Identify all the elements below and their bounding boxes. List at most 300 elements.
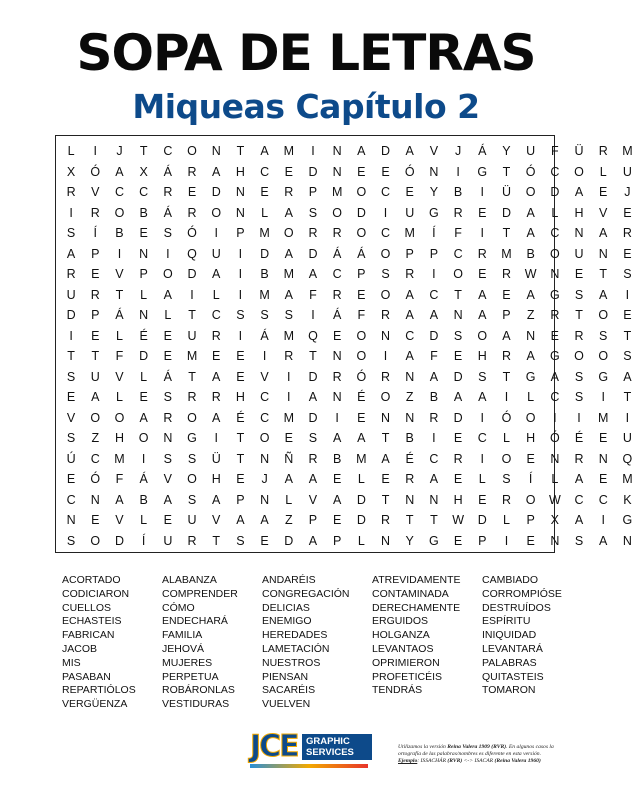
grid-cell[interactable]: X	[550, 513, 560, 527]
grid-cell[interactable]: R	[381, 369, 391, 384]
grid-cell[interactable]: M	[356, 451, 367, 466]
grid-cell[interactable]: X	[139, 164, 148, 179]
grid-cell[interactable]: E	[139, 226, 148, 240]
grid-cell[interactable]: O	[259, 431, 270, 445]
grid-cell[interactable]: U	[211, 246, 221, 261]
grid-cell[interactable]: E	[139, 390, 148, 404]
grid-cell[interactable]: U	[66, 287, 76, 302]
grid-cell[interactable]: C	[332, 267, 342, 281]
grid-cell[interactable]: V	[212, 513, 221, 527]
grid-cell[interactable]: D	[211, 185, 221, 199]
grid-cell[interactable]: T	[212, 533, 221, 548]
grid-cell[interactable]: A	[260, 144, 269, 158]
grid-cell[interactable]: B	[429, 390, 439, 404]
grid-cell[interactable]: O	[380, 287, 391, 302]
grid-cell[interactable]: Í	[141, 533, 146, 548]
grid-cell[interactable]: R	[501, 267, 511, 281]
grid-cell[interactable]: A	[599, 533, 608, 548]
grid-cell[interactable]: O	[356, 226, 367, 240]
grid-cell[interactable]: A	[284, 246, 293, 261]
grid-cell[interactable]: L	[357, 533, 365, 548]
grid-cell[interactable]: B	[526, 246, 535, 261]
grid-cell[interactable]: D	[356, 492, 366, 507]
grid-cell[interactable]: L	[67, 144, 75, 158]
grid-cell[interactable]: C	[598, 492, 608, 507]
grid-cell[interactable]: I	[504, 533, 509, 548]
grid-cell[interactable]: G	[429, 205, 439, 220]
grid-cell[interactable]: T	[381, 431, 390, 445]
grid-cell[interactable]: A	[526, 349, 535, 363]
grid-cell[interactable]: R	[574, 328, 584, 343]
grid-cell[interactable]: U	[163, 533, 173, 548]
grid-cell[interactable]: S	[453, 328, 463, 343]
grid-cell[interactable]: T	[430, 513, 438, 527]
grid-cell[interactable]: G	[525, 369, 536, 384]
grid-cell[interactable]: I	[117, 246, 122, 261]
grid-cell[interactable]: I	[238, 328, 243, 343]
grid-cell[interactable]: Á	[139, 472, 148, 486]
grid-cell[interactable]: S	[308, 205, 318, 220]
grid-cell[interactable]: L	[164, 308, 172, 322]
grid-cell[interactable]: B	[405, 431, 414, 445]
grid-cell[interactable]: D	[356, 205, 366, 220]
grid-cell[interactable]: G	[429, 533, 439, 548]
grid-cell[interactable]: D	[114, 533, 124, 548]
grid-cell[interactable]: R	[284, 185, 294, 199]
grid-cell[interactable]: Ó	[90, 472, 101, 486]
grid-cell[interactable]: E	[66, 390, 76, 404]
grid-cell[interactable]: Z	[405, 390, 414, 404]
grid-cell[interactable]: R	[501, 349, 511, 363]
grid-cell[interactable]: P	[139, 267, 148, 281]
grid-cell[interactable]: A	[115, 164, 124, 179]
grid-cell[interactable]: O	[525, 185, 536, 199]
grid-cell[interactable]: R	[574, 451, 584, 466]
grid-cell[interactable]: S	[623, 349, 632, 363]
grid-cell[interactable]: B	[139, 205, 148, 220]
grid-cell[interactable]: O	[525, 492, 536, 507]
grid-cell[interactable]: A	[574, 472, 584, 486]
grid-cell[interactable]: J	[116, 144, 123, 158]
grid-cell[interactable]: A	[405, 287, 414, 302]
grid-cell[interactable]: Á	[332, 308, 342, 322]
grid-cell[interactable]: S	[163, 390, 173, 404]
grid-cell[interactable]: A	[357, 144, 366, 158]
grid-cell[interactable]: I	[577, 410, 581, 425]
grid-cell[interactable]: A	[478, 308, 487, 322]
grid-cell[interactable]: L	[551, 205, 559, 220]
grid-cell[interactable]: N	[139, 308, 149, 322]
grid-cell[interactable]: R	[622, 226, 632, 240]
grid-cell[interactable]: E	[66, 472, 76, 486]
grid-cell[interactable]: V	[115, 513, 124, 527]
grid-cell[interactable]: A	[405, 308, 414, 322]
grid-cell[interactable]: P	[502, 308, 511, 322]
grid-cell[interactable]: A	[502, 328, 511, 343]
grid-cell[interactable]: C	[66, 492, 76, 507]
grid-cell[interactable]: A	[478, 390, 487, 404]
grid-cell[interactable]: R	[332, 287, 342, 302]
grid-cell[interactable]: H	[453, 492, 463, 507]
grid-cell[interactable]: I	[383, 349, 388, 363]
grid-cell[interactable]: I	[480, 410, 485, 425]
grid-cell[interactable]: L	[140, 369, 148, 384]
grid-cell[interactable]: Á	[260, 328, 269, 343]
grid-cell[interactable]: H	[235, 164, 245, 179]
grid-cell[interactable]: R	[90, 287, 100, 302]
grid-cell[interactable]: S	[574, 390, 584, 404]
grid-cell[interactable]: E	[187, 185, 197, 199]
grid-cell[interactable]: P	[357, 267, 366, 281]
grid-cell[interactable]: R	[477, 246, 487, 261]
grid-cell[interactable]: A	[139, 410, 148, 425]
grid-cell[interactable]: B	[115, 226, 124, 240]
grid-cell[interactable]: N	[526, 328, 536, 343]
grid-cell[interactable]: I	[69, 205, 73, 220]
grid-cell[interactable]: D	[477, 513, 487, 527]
grid-cell[interactable]: A	[308, 533, 318, 548]
grid-cell[interactable]: C	[381, 226, 391, 240]
grid-cell[interactable]: C	[260, 390, 270, 404]
grid-cell[interactable]: R	[187, 205, 197, 220]
grid-cell[interactable]: B	[139, 492, 148, 507]
grid-cell[interactable]: R	[405, 472, 415, 486]
grid-cell[interactable]: A	[212, 492, 221, 507]
grid-cell[interactable]: T	[599, 267, 608, 281]
grid-cell[interactable]: H	[211, 472, 221, 486]
grid-cell[interactable]: R	[163, 410, 173, 425]
grid-cell[interactable]: I	[214, 431, 218, 445]
grid-cell[interactable]: L	[551, 472, 559, 486]
grid-cell[interactable]: C	[453, 246, 463, 261]
grid-cell[interactable]: Ó	[356, 369, 367, 384]
grid-cell[interactable]: F	[115, 472, 124, 486]
grid-cell[interactable]: S	[574, 533, 584, 548]
grid-cell[interactable]: B	[332, 451, 342, 466]
grid-cell[interactable]: R	[308, 451, 318, 466]
grid-cell[interactable]: N	[453, 308, 463, 322]
grid-cell[interactable]: A	[212, 410, 221, 425]
grid-cell[interactable]: N	[405, 369, 415, 384]
grid-cell[interactable]: Á	[163, 205, 173, 220]
grid-cell[interactable]: Ü	[574, 144, 584, 158]
grid-cell[interactable]: W	[524, 267, 537, 281]
grid-cell[interactable]: L	[599, 164, 607, 179]
grid-cell[interactable]: Ó	[549, 431, 560, 445]
grid-cell[interactable]: I	[480, 185, 485, 199]
grid-cell[interactable]: E	[212, 349, 221, 363]
grid-cell[interactable]: E	[163, 349, 173, 363]
grid-cell[interactable]: S	[163, 226, 173, 240]
grid-cell[interactable]: P	[236, 226, 245, 240]
grid-cell[interactable]: H	[526, 431, 536, 445]
grid-cell[interactable]: R	[66, 185, 76, 199]
grid-cell[interactable]: S	[381, 267, 390, 281]
grid-cell[interactable]: A	[599, 226, 608, 240]
grid-cell[interactable]: O	[356, 185, 367, 199]
grid-cell[interactable]: A	[115, 492, 124, 507]
grid-cell[interactable]: E	[623, 308, 632, 322]
grid-cell[interactable]: A	[284, 287, 293, 302]
grid-cell[interactable]: E	[453, 349, 463, 363]
grid-cell[interactable]: Á	[478, 144, 487, 158]
grid-cell[interactable]: O	[332, 205, 343, 220]
grid-cell[interactable]: N	[550, 267, 560, 281]
grid-cell[interactable]: A	[599, 287, 608, 302]
grid-cell[interactable]: D	[308, 164, 318, 179]
grid-cell[interactable]: N	[550, 451, 560, 466]
grid-cell[interactable]: P	[308, 513, 318, 527]
grid-cell[interactable]: R	[187, 533, 197, 548]
grid-cell[interactable]: Y	[429, 185, 439, 199]
grid-cell[interactable]: U	[622, 164, 632, 179]
grid-cell[interactable]: G	[622, 513, 633, 527]
grid-cell[interactable]: D	[501, 205, 511, 220]
grid-cell[interactable]: A	[526, 205, 535, 220]
grid-cell[interactable]: G	[549, 287, 560, 302]
grid-cell[interactable]: G	[187, 431, 197, 445]
grid-cell[interactable]: S	[66, 431, 76, 445]
grid-cell[interactable]: M	[598, 410, 609, 425]
grid-cell[interactable]: C	[114, 185, 124, 199]
grid-cell[interactable]: I	[238, 287, 243, 302]
grid-cell[interactable]: N	[598, 246, 608, 261]
grid-cell[interactable]: I	[287, 390, 291, 404]
grid-cell[interactable]: S	[187, 451, 197, 466]
grid-cell[interactable]: S	[236, 308, 245, 322]
grid-cell[interactable]: L	[285, 492, 293, 507]
grid-cell[interactable]: A	[260, 513, 269, 527]
grid-cell[interactable]: P	[236, 492, 245, 507]
grid-cell[interactable]: R	[381, 513, 391, 527]
grid-cell[interactable]: A	[478, 287, 487, 302]
grid-cell[interactable]: R	[501, 492, 511, 507]
grid-cell[interactable]: Ó	[90, 164, 101, 179]
grid-cell[interactable]: L	[115, 390, 123, 404]
grid-cell[interactable]: I	[553, 410, 557, 425]
grid-cell[interactable]: N	[429, 492, 439, 507]
grid-cell[interactable]: A	[332, 492, 342, 507]
grid-cell[interactable]: Í	[432, 226, 436, 240]
grid-cell[interactable]: S	[284, 308, 293, 322]
grid-cell[interactable]: O	[453, 267, 463, 281]
grid-cell[interactable]: L	[527, 390, 535, 404]
grid-cell[interactable]: Ó	[187, 226, 197, 240]
grid-cell[interactable]: F	[551, 144, 559, 158]
grid-cell[interactable]: D	[139, 349, 149, 363]
grid-cell[interactable]: Z	[526, 308, 535, 322]
grid-cell[interactable]: I	[625, 410, 630, 425]
grid-cell[interactable]: M	[501, 246, 512, 261]
grid-cell[interactable]: A	[453, 390, 463, 404]
grid-cell[interactable]: N	[429, 164, 439, 179]
grid-cell[interactable]: U	[622, 431, 632, 445]
grid-cell[interactable]: M	[114, 451, 125, 466]
grid-cell[interactable]: N	[235, 205, 245, 220]
grid-cell[interactable]: T	[309, 349, 317, 363]
grid-cell[interactable]: R	[163, 185, 173, 199]
grid-cell[interactable]: L	[261, 205, 269, 220]
grid-cell[interactable]: I	[238, 267, 243, 281]
grid-cell[interactable]: É	[357, 390, 366, 404]
grid-cell[interactable]: T	[502, 226, 511, 240]
grid-cell[interactable]: N	[550, 533, 560, 548]
grid-cell[interactable]: S	[308, 431, 318, 445]
grid-cell[interactable]: O	[114, 410, 125, 425]
grid-cell[interactable]: N	[66, 513, 76, 527]
grid-cell[interactable]: V	[260, 369, 269, 384]
grid-cell[interactable]: U	[90, 369, 100, 384]
grid-cell[interactable]: W	[452, 513, 464, 527]
grid-cell[interactable]: E	[332, 472, 342, 486]
grid-cell[interactable]: U	[405, 205, 415, 220]
grid-cell[interactable]: V	[115, 369, 124, 384]
grid-cell[interactable]: E	[357, 410, 366, 425]
grid-cell[interactable]: C	[260, 164, 270, 179]
grid-cell[interactable]: S	[574, 369, 584, 384]
grid-cell[interactable]: O	[380, 246, 391, 261]
grid-cell[interactable]: N	[332, 164, 342, 179]
grid-cell[interactable]: P	[526, 513, 535, 527]
grid-cell[interactable]: C	[163, 144, 173, 158]
grid-cell[interactable]: E	[550, 328, 560, 343]
grid-cell[interactable]: I	[141, 451, 146, 466]
grid-cell[interactable]: L	[478, 472, 486, 486]
grid-cell[interactable]: I	[93, 144, 98, 158]
grid-cell[interactable]: R	[332, 369, 342, 384]
grid-cell[interactable]: I	[480, 226, 485, 240]
grid-cell[interactable]: C	[550, 390, 560, 404]
grid-cell[interactable]: O	[90, 533, 101, 548]
grid-cell[interactable]: D	[453, 369, 463, 384]
grid-cell[interactable]: S	[574, 287, 584, 302]
grid-cell[interactable]: C	[381, 185, 391, 199]
grid-cell[interactable]: U	[526, 144, 536, 158]
grid-cell[interactable]: O	[187, 410, 197, 425]
grid-cell[interactable]: S	[599, 328, 608, 343]
grid-cell[interactable]: K	[623, 492, 632, 507]
grid-cell[interactable]: M	[283, 267, 294, 281]
grid-cell[interactable]: I	[480, 451, 485, 466]
grid-cell[interactable]: R	[453, 205, 463, 220]
grid-cell[interactable]: G	[549, 349, 560, 363]
grid-cell[interactable]: H	[114, 431, 124, 445]
grid-cell[interactable]: C	[550, 164, 560, 179]
grid-cell[interactable]: O	[211, 205, 222, 220]
grid-cell[interactable]: L	[115, 328, 123, 343]
grid-cell[interactable]: Ü	[211, 451, 221, 466]
grid-cell[interactable]: R	[381, 308, 391, 322]
grid-cell[interactable]: Q	[187, 246, 197, 261]
grid-cell[interactable]: J	[261, 472, 268, 486]
grid-cell[interactable]: A	[429, 472, 439, 486]
grid-cell[interactable]: T	[91, 349, 100, 363]
grid-cell[interactable]: J	[454, 144, 462, 158]
grid-cell[interactable]: M	[283, 144, 294, 158]
grid-cell[interactable]: O	[477, 328, 488, 343]
grid-cell[interactable]: A	[284, 472, 293, 486]
grid-cell[interactable]: C	[550, 226, 560, 240]
grid-cell[interactable]: D	[356, 513, 366, 527]
grid-cell[interactable]: A	[574, 513, 584, 527]
grid-cell[interactable]: P	[91, 246, 100, 261]
grid-cell[interactable]: E	[260, 185, 269, 199]
grid-cell[interactable]: A	[91, 390, 100, 404]
grid-cell[interactable]: I	[238, 246, 243, 261]
grid-cell[interactable]: I	[504, 390, 509, 404]
grid-cell[interactable]: Á	[163, 369, 173, 384]
grid-cell[interactable]: I	[262, 349, 267, 363]
grid-cell[interactable]: L	[502, 513, 510, 527]
grid-cell[interactable]: N	[622, 533, 632, 548]
grid-cell[interactable]: A	[429, 308, 439, 322]
grid-cell[interactable]: I	[625, 287, 630, 302]
grid-cell[interactable]: E	[91, 328, 100, 343]
grid-cell[interactable]: Í	[528, 472, 533, 486]
grid-cell[interactable]: L	[140, 513, 148, 527]
grid-cell[interactable]: I	[166, 246, 170, 261]
grid-cell[interactable]: L	[357, 472, 365, 486]
grid-cell[interactable]: E	[91, 267, 100, 281]
grid-cell[interactable]: D	[308, 246, 318, 261]
grid-cell[interactable]: L	[140, 287, 148, 302]
grid-cell[interactable]: É	[405, 451, 414, 466]
grid-cell[interactable]: I	[214, 226, 218, 240]
grid-cell[interactable]: L	[212, 287, 220, 302]
grid-cell[interactable]: E	[453, 472, 463, 486]
grid-cell[interactable]: T	[405, 513, 414, 527]
grid-cell[interactable]: A	[526, 287, 535, 302]
grid-cell[interactable]: F	[115, 349, 124, 363]
grid-cell[interactable]: P	[91, 308, 100, 322]
grid-cell[interactable]: A	[332, 431, 342, 445]
grid-cell[interactable]: T	[623, 390, 632, 404]
grid-cell[interactable]: T	[115, 287, 124, 302]
grid-cell[interactable]: E	[526, 451, 535, 466]
grid-cell[interactable]: R	[550, 308, 560, 322]
grid-cell[interactable]: N	[598, 451, 608, 466]
grid-cell[interactable]: E	[526, 533, 535, 548]
grid-cell[interactable]: A	[308, 267, 318, 281]
grid-cell[interactable]: Ó	[404, 164, 415, 179]
grid-cell[interactable]: S	[236, 533, 245, 548]
grid-cell[interactable]: R	[284, 349, 294, 363]
grid-cell[interactable]: E	[478, 205, 487, 220]
grid-cell[interactable]: N	[90, 492, 100, 507]
grid-cell[interactable]: W	[548, 492, 561, 507]
grid-cell[interactable]: I	[432, 267, 436, 281]
grid-cell[interactable]: E	[163, 328, 173, 343]
grid-cell[interactable]: E	[332, 328, 342, 343]
grid-cell[interactable]: C	[90, 451, 100, 466]
grid-cell[interactable]: H	[235, 390, 245, 404]
grid-cell[interactable]: L	[502, 431, 510, 445]
grid-cell[interactable]: M	[622, 144, 633, 158]
grid-cell[interactable]: A	[212, 164, 221, 179]
grid-cell[interactable]: C	[211, 308, 221, 322]
grid-cell[interactable]: T	[236, 451, 245, 466]
grid-cell[interactable]: E	[332, 513, 342, 527]
grid-cell[interactable]: E	[357, 164, 366, 179]
grid-cell[interactable]: E	[478, 267, 487, 281]
grid-cell[interactable]: A	[66, 246, 76, 261]
grid-cell[interactable]: Ü	[501, 185, 511, 199]
grid-cell[interactable]: P	[478, 533, 487, 548]
grid-cell[interactable]: S	[66, 533, 76, 548]
grid-cell[interactable]: N	[381, 328, 391, 343]
grid-cell[interactable]: C	[260, 410, 270, 425]
grid-cell[interactable]: I	[601, 390, 605, 404]
